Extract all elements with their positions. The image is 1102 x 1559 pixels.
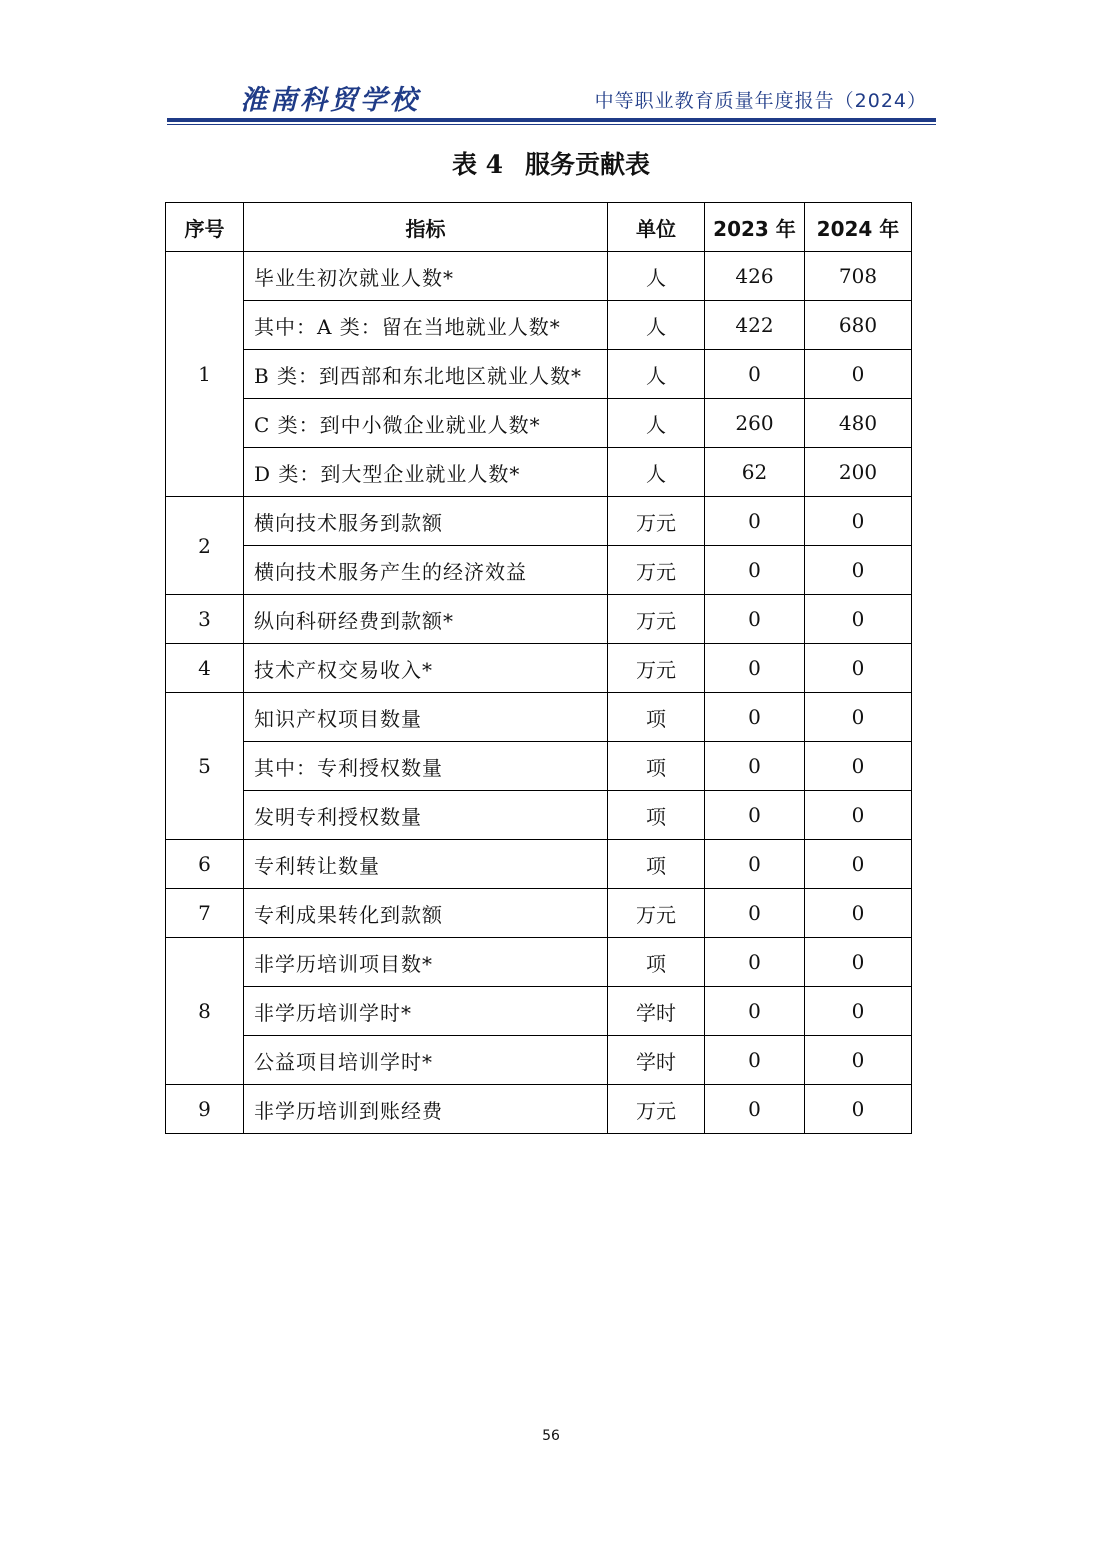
table-row <box>166 987 912 1036</box>
cell-unit: 万元 <box>608 1085 705 1134</box>
header-seq: 序号 <box>166 203 244 252</box>
cell-unit: 人 <box>608 448 705 497</box>
cell-2024: 0 <box>805 742 912 791</box>
table-row <box>166 546 912 595</box>
cell-seq: 6 <box>166 840 244 889</box>
cell-unit: 人 <box>608 350 705 399</box>
cell-indicator: 毕业生初次就业人数* <box>244 252 608 301</box>
cell-indicator: 发明专利授权数量 <box>244 791 608 840</box>
report-title: 中等职业教育质量年度报告（2024） <box>594 90 927 112</box>
cell-2024: 0 <box>805 644 912 693</box>
cell-2023: 0 <box>705 1036 805 1085</box>
cell-unit: 学时 <box>608 987 705 1036</box>
cell-indicator: 技术产权交易收入* <box>244 644 608 693</box>
table-row <box>166 350 912 399</box>
cell-2023: 0 <box>705 1085 805 1134</box>
table-row <box>166 301 912 350</box>
table-row <box>166 497 912 546</box>
cell-indicator: B 类：到西部和东北地区就业人数* <box>244 350 608 399</box>
cell-indicator: 其中：专利授权数量 <box>244 742 608 791</box>
cell-2023: 0 <box>705 350 805 399</box>
cell-unit: 项 <box>608 938 705 987</box>
cell-2024: 0 <box>805 840 912 889</box>
cell-indicator: 知识产权项目数量 <box>244 693 608 742</box>
table-row <box>166 742 912 791</box>
cell-unit: 人 <box>608 252 705 301</box>
cell-2023: 0 <box>705 497 805 546</box>
table-row <box>166 840 912 889</box>
cell-2023: 0 <box>705 546 805 595</box>
cell-2024: 708 <box>805 252 912 301</box>
cell-2024: 0 <box>805 693 912 742</box>
service-contribution-table <box>165 202 912 1134</box>
table-caption <box>0 145 1102 181</box>
cell-unit: 项 <box>608 791 705 840</box>
cell-indicator: D 类：到大型企业就业人数* <box>244 448 608 497</box>
cell-indicator: 非学历培训学时* <box>244 987 608 1036</box>
cell-2023: 0 <box>705 742 805 791</box>
table-body <box>166 252 912 1134</box>
cell-indicator: 纵向科研经费到款额* <box>244 595 608 644</box>
cell-seq: 2 <box>166 497 244 595</box>
cell-indicator: 非学历培训项目数* <box>244 938 608 987</box>
cell-indicator: C 类：到中小微企业就业人数* <box>244 399 608 448</box>
cell-2024: 0 <box>805 497 912 546</box>
table-row <box>166 791 912 840</box>
cell-2024: 0 <box>805 1085 912 1134</box>
table-row <box>166 252 912 301</box>
cell-2023: 0 <box>705 693 805 742</box>
table-header-row <box>166 203 912 252</box>
cell-unit: 人 <box>608 399 705 448</box>
cell-2024: 480 <box>805 399 912 448</box>
table-name: 服务贡献表 <box>525 150 651 179</box>
table-number: 表 4 <box>451 150 504 179</box>
cell-indicator: 专利转让数量 <box>244 840 608 889</box>
cell-2024: 0 <box>805 546 912 595</box>
cell-2023: 62 <box>705 448 805 497</box>
cell-unit: 项 <box>608 840 705 889</box>
cell-2024: 0 <box>805 595 912 644</box>
table-row <box>166 448 912 497</box>
header-rule-thick <box>167 118 936 122</box>
table-row <box>166 644 912 693</box>
cell-unit: 人 <box>608 301 705 350</box>
cell-indicator: 专利成果转化到款额 <box>244 889 608 938</box>
cell-unit: 项 <box>608 693 705 742</box>
table-row <box>166 595 912 644</box>
cell-2023: 0 <box>705 840 805 889</box>
table-row <box>166 399 912 448</box>
cell-seq: 4 <box>166 644 244 693</box>
table-row <box>166 938 912 987</box>
header-2024: 2024 年 <box>805 203 912 252</box>
cell-2023: 0 <box>705 595 805 644</box>
cell-seq: 7 <box>166 889 244 938</box>
school-logo-text: 淮南科贸学校 <box>240 85 420 116</box>
cell-indicator: 公益项目培训学时* <box>244 1036 608 1085</box>
cell-indicator: 非学历培训到账经费 <box>244 1085 608 1134</box>
cell-unit: 学时 <box>608 1036 705 1085</box>
table-row <box>166 1085 912 1134</box>
cell-2024: 0 <box>805 938 912 987</box>
cell-seq: 9 <box>166 1085 244 1134</box>
cell-2023: 426 <box>705 252 805 301</box>
cell-2023: 260 <box>705 399 805 448</box>
cell-2023: 0 <box>705 987 805 1036</box>
cell-2023: 0 <box>705 938 805 987</box>
header-indicator: 指标 <box>244 203 608 252</box>
cell-indicator: 其中：A 类：留在当地就业人数* <box>244 301 608 350</box>
header-unit: 单位 <box>608 203 705 252</box>
cell-2024: 0 <box>805 1036 912 1085</box>
cell-seq: 8 <box>166 938 244 1085</box>
cell-2023: 0 <box>705 644 805 693</box>
cell-unit: 万元 <box>608 497 705 546</box>
cell-unit: 万元 <box>608 644 705 693</box>
header-2023: 2023 年 <box>705 203 805 252</box>
cell-2024: 680 <box>805 301 912 350</box>
page-number: 56 <box>542 1428 560 1444</box>
cell-2023: 0 <box>705 889 805 938</box>
table-row <box>166 1036 912 1085</box>
table-row <box>166 693 912 742</box>
cell-unit: 项 <box>608 742 705 791</box>
cell-seq: 5 <box>166 693 244 840</box>
cell-indicator: 横向技术服务产生的经济效益 <box>244 546 608 595</box>
cell-seq: 3 <box>166 595 244 644</box>
cell-2024: 0 <box>805 350 912 399</box>
cell-2024: 0 <box>805 791 912 840</box>
cell-2023: 422 <box>705 301 805 350</box>
header-rule-thin <box>167 124 936 125</box>
cell-2023: 0 <box>705 791 805 840</box>
cell-unit: 万元 <box>608 546 705 595</box>
cell-2024: 200 <box>805 448 912 497</box>
cell-indicator: 横向技术服务到款额 <box>244 497 608 546</box>
cell-2024: 0 <box>805 987 912 1036</box>
cell-unit: 万元 <box>608 889 705 938</box>
cell-2024: 0 <box>805 889 912 938</box>
table-row <box>166 889 912 938</box>
cell-seq: 1 <box>166 252 244 497</box>
cell-unit: 万元 <box>608 595 705 644</box>
